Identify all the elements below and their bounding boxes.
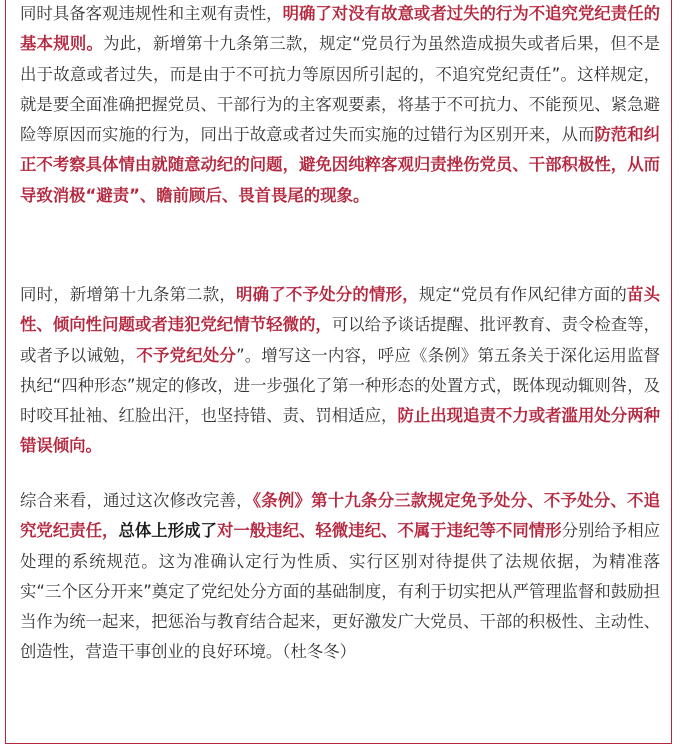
p3-seg-3-emphasis: 总体上形成了 [118, 521, 217, 541]
p3-seg-4-highlight: 对一般违纪、轻微违纪、不属于违纪等不同情形 [216, 521, 562, 541]
p1-seg-1: 同时具备客观违规性和主观有责性， [20, 4, 283, 23]
p1-seg-3: 为此，新增第十九条第三款，规定“党员行为虽然造成损失或者后果，但不是出于故意或者过失，而是由于不可抗力等原因所引起的，不追究党纪责任”。这样规定，就是要全面准确把握党员、干部行为的主客观要素，将基于不可抗力、不能预见、紧急避险等原因而实施的行为，同出于故意或者过失而实施的过错行为区别开来，从而 [20, 34, 660, 144]
paragraph-3 [20, 486, 660, 668]
p3-seg-5: 分别给予相应处理的系统规范。这为准确认定行为性质、实行区别对待提供了法规依据，为精准落实“三个区分开来”奠定了党纪处分方面的基础制度，有利于切实把从严管理监督和鼓励担当作为统一起来，把惩治与教育结合起来，更好激发广大党员、干部的积极性、主动性、创造性，营造干事创业的良好环境。（杜冬冬） [20, 521, 661, 662]
p2-seg-1: 同时，新增第十九条第二款， [20, 285, 237, 304]
p3-seg-1: 综合来看，通过这次修改完善， [20, 491, 253, 510]
p2-seg-8-highlight: 防止出现追责不力或者滥用处分两种错误倾向。 [20, 406, 661, 456]
p2-seg-7: ”。增写这一内容，呼应《条例》第五条关于深化运用监督执纪“四种形态”规定的修改，进一步强化了第一种形态的处置方式，既体现动辄则咎，及时咬耳扯袖、红脸出汗，也坚持错、责、罚相适应， [20, 345, 661, 425]
p3-seg-2-highlight: 《条例》第十九条分三款规定免予处分、不予处分、不追究党纪责任， [20, 491, 661, 541]
paragraph-2 [20, 280, 660, 462]
p2-seg-4-highlight: 苗头性、倾向性问题或者违犯党纪情节轻微的， [20, 285, 661, 335]
p2-seg-3: 规定“党员有作风纪律方面的 [418, 285, 627, 304]
p1-seg-2-highlight: 明确了对没有故意或者过失的行为不追究党纪责任的基本规则。 [20, 4, 661, 54]
paragraph-1 [20, 0, 660, 211]
p2-seg-5: 可以给予谈话提醒、批评教育、责令检查等，或者予以诫勉， [20, 315, 661, 365]
p2-seg-2-highlight: 明确了不予处分的情形， [236, 285, 419, 304]
p2-seg-6-highlight: 不予党纪处分 [136, 345, 237, 365]
p1-seg-4-highlight: 防范和纠正不考察具体情由就随意动纪的问题，避免因纯粹客观归责挫伤党员、干部积极性，从而导致消极“避责”、瞻前顾后、畏首畏尾的现象。 [20, 125, 660, 205]
